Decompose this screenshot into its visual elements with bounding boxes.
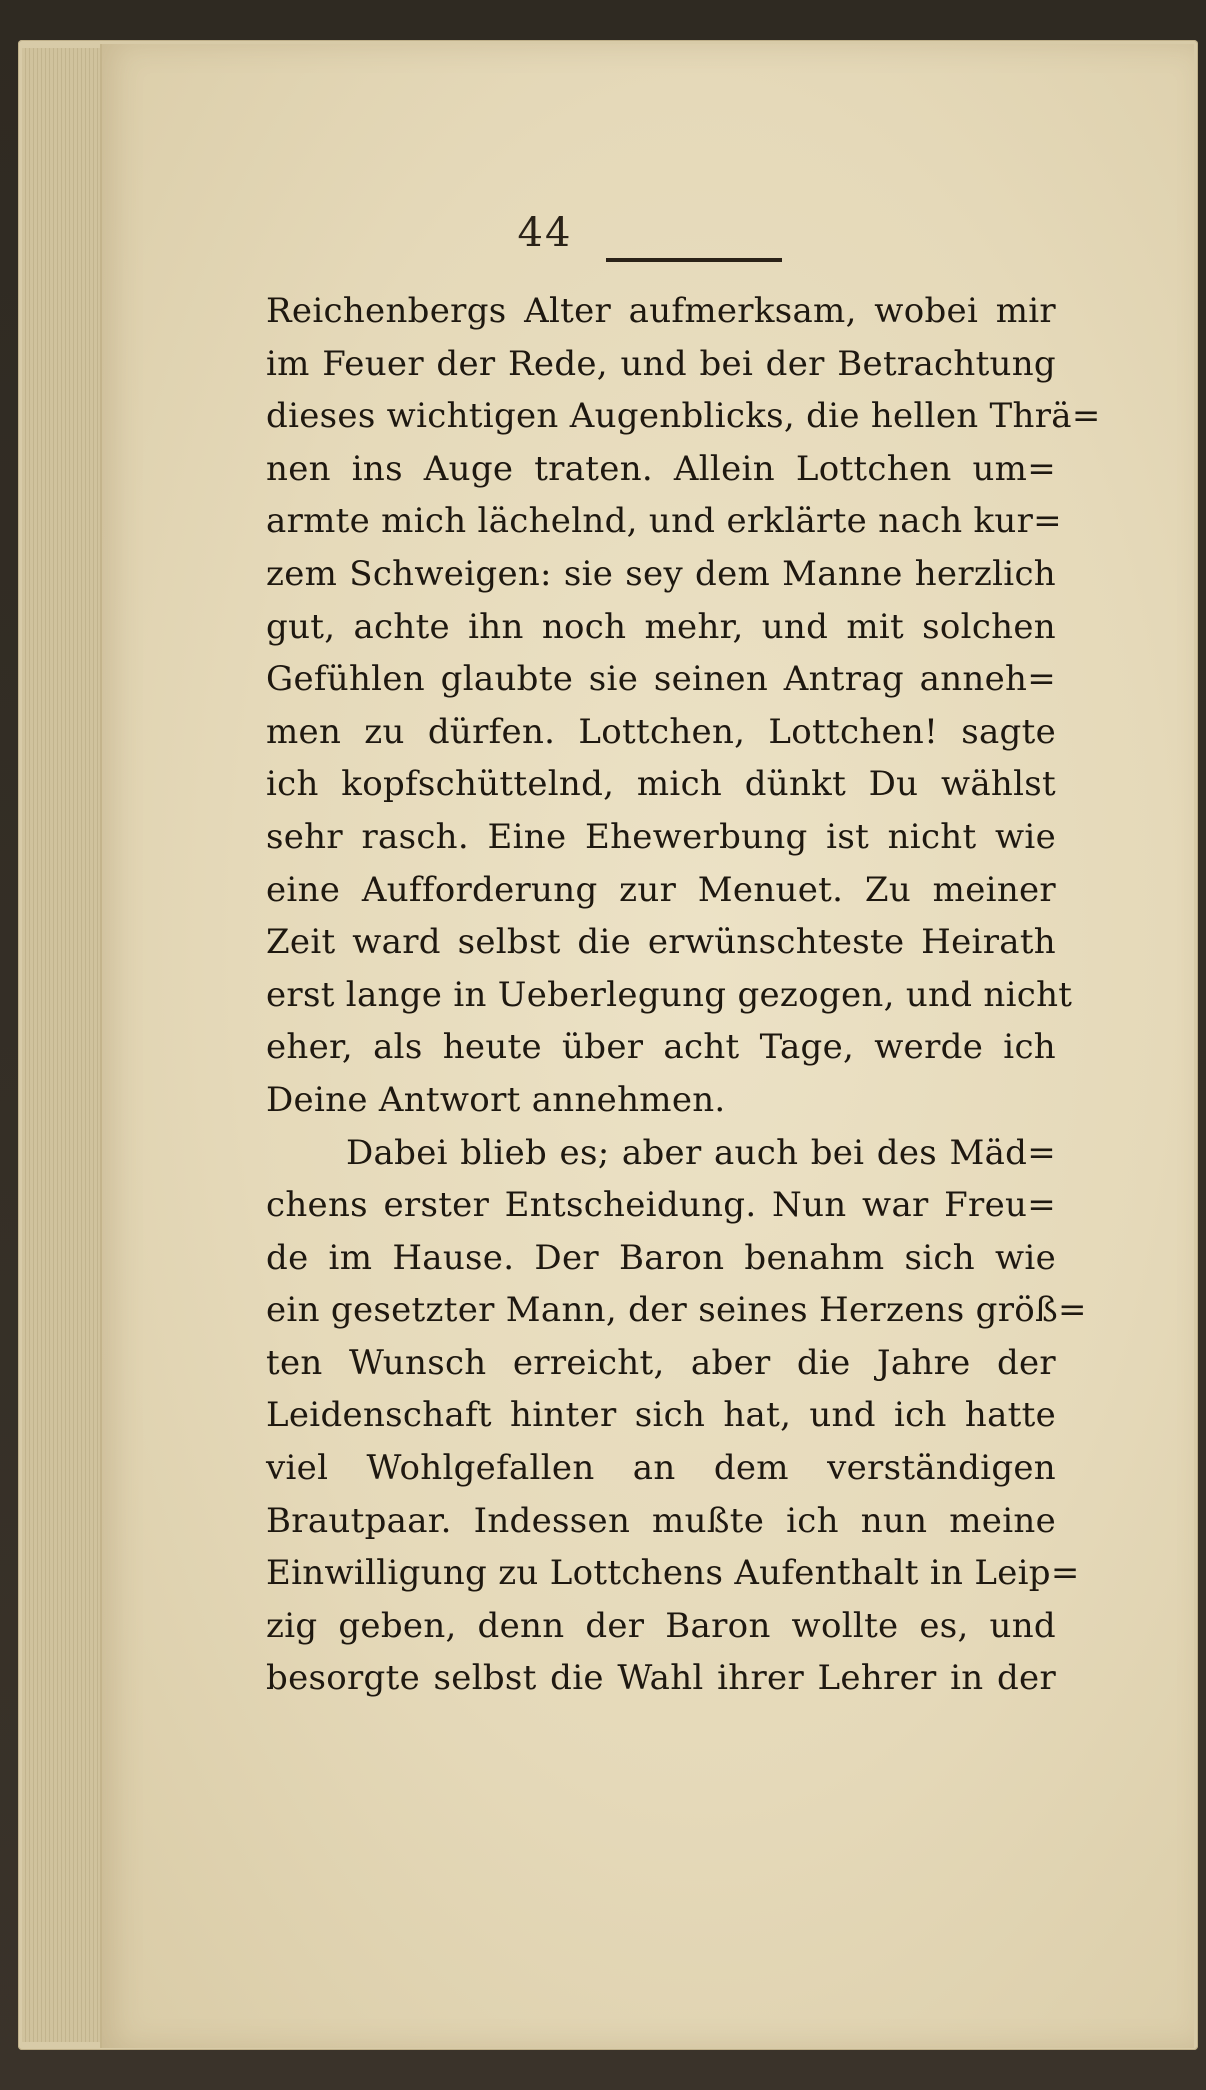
- page-number-rule: [606, 258, 782, 262]
- text-line: Einwilligung zu Lottchens Aufenthalt in Leip=: [266, 1553, 1080, 1594]
- body-text: [266, 285, 1101, 1705]
- text-line: armte mich lächelnd, und erklärte nach kur=: [266, 501, 1062, 542]
- text-line: zem Schweigen: sie sey dem Manne herzlich: [266, 553, 1056, 594]
- text-line: ich kopfschüttelnd, mich dünkt Du wählst: [266, 764, 1056, 805]
- text-line: Deine Antwort annehmen.: [266, 1079, 726, 1120]
- text-line: Gefühlen glaubte sie seinen Antrag anneh=: [266, 659, 1056, 700]
- text-line: chens erster Entscheidung. Nun war Freu=: [266, 1185, 1056, 1226]
- text-line: ein gesetzter Mann, der seines Herzens größ=: [266, 1290, 1087, 1331]
- text-line: eher, als heute über acht Tage, werde ich: [266, 1027, 1056, 1068]
- text-line: men zu dürfen. Lottchen, Lottchen! sagte: [266, 711, 1056, 752]
- text-line: zig geben, denn der Baron wollte es, und: [266, 1605, 1056, 1646]
- text-line: Reichenbergs Alter aufmerksam, wobei mir: [266, 291, 1056, 331]
- text-line: dieses wichtigen Augenblicks, die hellen Thrä=: [266, 396, 1101, 437]
- text-line: eine Aufforderung zur Menuet. Zu meiner: [266, 869, 1056, 910]
- page-number: 44: [517, 210, 573, 256]
- text-line: Brautpaar. Indessen mußte ich nun meine: [266, 1500, 1056, 1541]
- text-line: sehr rasch. Eine Ehewerbung ist nicht wie: [266, 816, 1056, 857]
- text-line: viel Wohlgefallen an dem verständigen: [266, 1448, 1056, 1489]
- text-line: erst lange in Ueberlegung gezogen, und nicht: [266, 974, 1073, 1015]
- text-line: nen ins Auge traten. Allein Lottchen um=: [266, 448, 1056, 489]
- text-line: Zeit ward selbst die erwünschteste Heirath: [266, 922, 1056, 963]
- text-line: besorgte selbst die Wahl ihrer Lehrer in der: [266, 1658, 1056, 1699]
- text-line: Leidenschaft hinter sich hat, und ich hatte: [266, 1395, 1056, 1436]
- text-line: ten Wunsch erreicht, aber die Jahre der: [266, 1342, 1056, 1383]
- text-line: im Feuer der Rede, und bei der Betrachtung: [266, 343, 1056, 384]
- text-line: gut, achte ihn noch mehr, und mit solchen: [266, 606, 1056, 647]
- text-line: de im Hause. Der Baron benahm sich wie: [266, 1237, 1056, 1278]
- text-line: Dabei blieb es; aber auch bei des Mäd=: [346, 1132, 1056, 1173]
